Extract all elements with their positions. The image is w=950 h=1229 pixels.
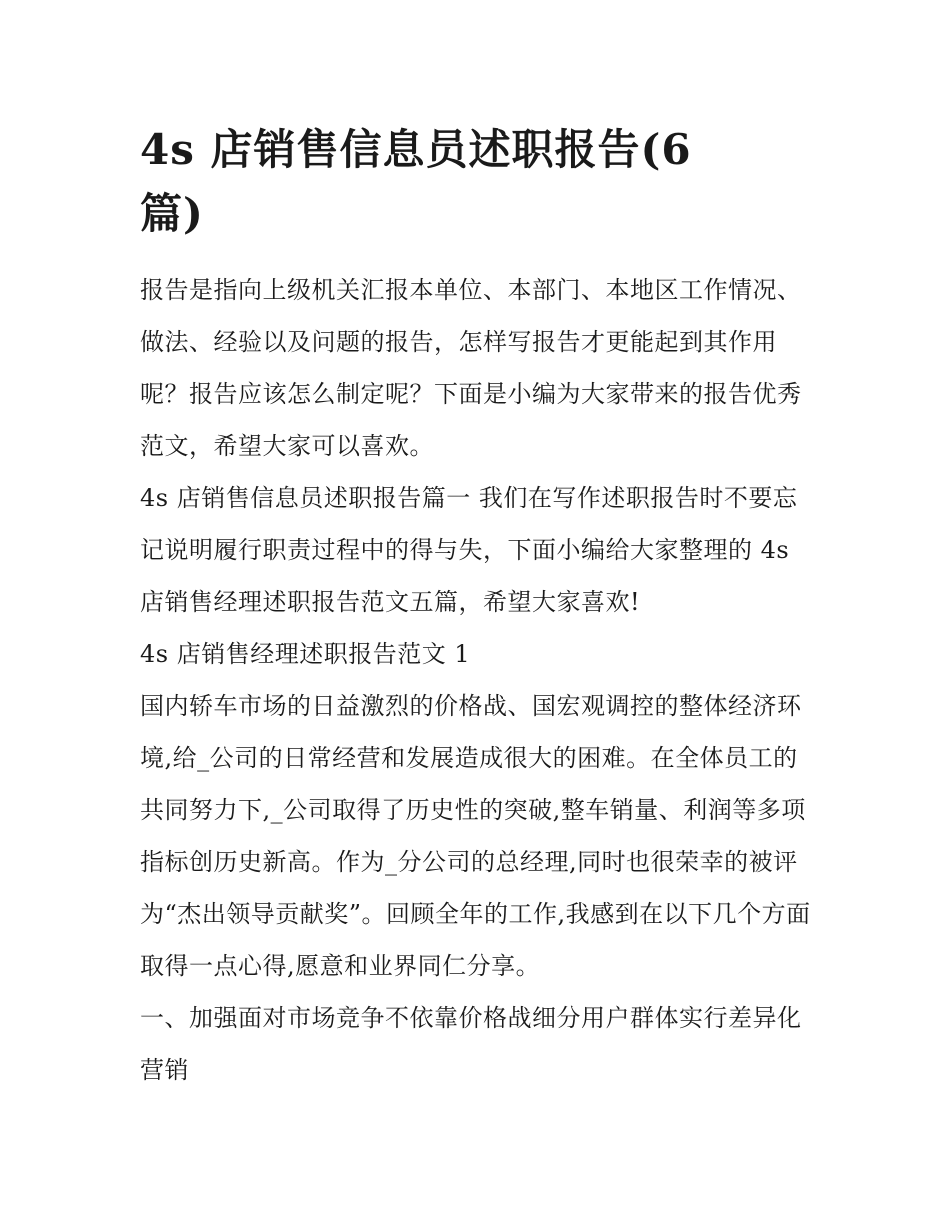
subsection-heading: 一、加强面对市场竞争不依靠价格战细分用户群体实行差异化营销 (140, 1004, 802, 1084)
document-page (140, 118, 815, 1096)
document-title: 4s 店销售信息员述职报告(6 篇) (140, 125, 692, 238)
intro-paragraph: 报告是指向上级机关汇报本单位、本部门、本地区工作情况、做法、经验以及问题的报告，怎样写报告才更能起到其作用呢？报告应该怎么制定呢？下面是小编为大家带来的报告优秀范文，希望大家可以喜欢。 (140, 276, 802, 460)
sample-heading: 4s 店销售经理述职报告范文 1 (140, 640, 471, 668)
section-one-paragraph: 4s 店销售信息员述职报告篇一 我们在写作述职报告时不要忘记说明履行职责过程中的得与失，下面小编给大家整理的 4s 店销售经理述职报告范文五篇，希望大家喜欢! (140, 484, 798, 616)
body-paragraph: 国内轿车市场的日益激烈的价格战、国宏观调控的整体经济环境,给_公司的日常经营和发展造成很大的困难。在全体员工的共同努力下,_公司取得了历史性的突破,整车销量、利润等多项指标创历史新高。作为_分公司的总经理,同时也很荣幸的被评为“杰出领导贡献奖”。回顾全年的工作,我感到在以下几个方面取得一点心得,愿意和业界同仁分享。 (140, 692, 811, 980)
